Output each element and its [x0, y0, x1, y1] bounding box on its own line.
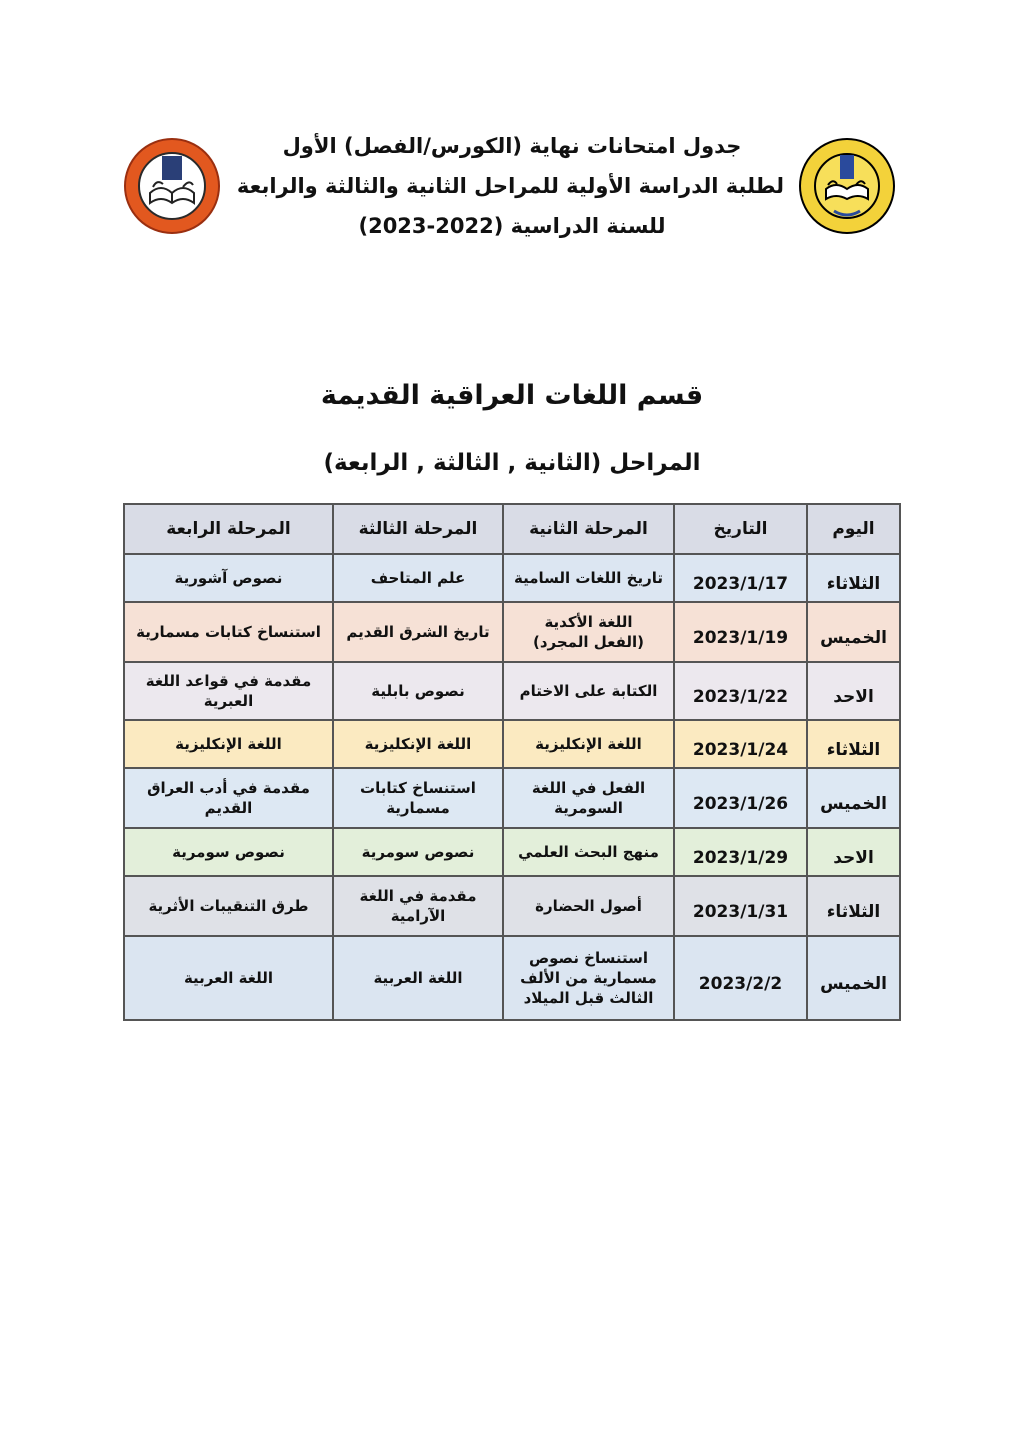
stage4-cell: استنساخ كتابات مسمارية [124, 602, 333, 662]
table-row [124, 828, 900, 876]
header-line-3: للسنة الدراسية (2022-2023) [358, 214, 666, 238]
table-body [124, 554, 900, 1020]
stage2-cell: اللغة الأكدية (الفعل المجرد) [503, 602, 674, 662]
stage2-cell: منهج البحث العلمي [503, 828, 674, 876]
table-row [124, 768, 900, 828]
college-logo [798, 137, 896, 235]
header-date: التاريخ [674, 504, 807, 554]
day-cell: الخميس [807, 768, 900, 828]
date-cell: 2023/2/2 [674, 936, 807, 1020]
header-line-1: جدول امتحانات نهاية (الكورس/الفصل) الأول [282, 134, 742, 158]
stage4-cell: اللغة الإنكليزية [124, 720, 333, 768]
department-title: قسم اللغات العراقية القديمة [320, 380, 704, 411]
day-cell: الاحد [807, 828, 900, 876]
day-cell: الخميس [807, 602, 900, 662]
header-day: اليوم [807, 504, 900, 554]
day-cell: الثلاثاء [807, 876, 900, 936]
date-cell: 2023/1/31 [674, 876, 807, 936]
stage3-cell: تاريخ الشرق القديم [333, 602, 503, 662]
table-row [124, 602, 900, 662]
stage4-cell: اللغة العربية [124, 936, 333, 1020]
day-cell: الاحد [807, 662, 900, 720]
date-cell: 2023/1/17 [674, 554, 807, 602]
stage3-cell: اللغة العربية [333, 936, 503, 1020]
exam-schedule-table [123, 503, 901, 1021]
header-line-2: لطلبة الدراسة الأولية للمراحل الثانية والثالثة والرابعة [236, 174, 784, 198]
date-cell: 2023/1/26 [674, 768, 807, 828]
stage2-cell: الفعل في اللغة السومرية [503, 768, 674, 828]
stage4-cell: نصوص آشورية [124, 554, 333, 602]
table-row [124, 720, 900, 768]
day-cell: الخميس [807, 936, 900, 1020]
table-row [124, 554, 900, 602]
stage2-cell: تاريخ اللغات السامية [503, 554, 674, 602]
stage4-cell: مقدمة في قواعد اللغة العبرية [124, 662, 333, 720]
date-cell: 2023/1/24 [674, 720, 807, 768]
stage2-cell: أصول الحضارة [503, 876, 674, 936]
day-cell: الثلاثاء [807, 554, 900, 602]
date-cell: 2023/1/19 [674, 602, 807, 662]
header-stage3: المرحلة الثالثة [333, 504, 503, 554]
stage4-cell: طرق التنقيبات الأثرية [124, 876, 333, 936]
university-logo [123, 137, 221, 235]
stage2-cell: اللغة الإنكليزية [503, 720, 674, 768]
university-of-mosul-seal-icon [123, 137, 221, 235]
stage3-cell: نصوص بابلية [333, 662, 503, 720]
table-header-row [124, 504, 900, 554]
date-cell: 2023/1/29 [674, 828, 807, 876]
header-stage2: المرحلة الثانية [503, 504, 674, 554]
table-row [124, 662, 900, 720]
stage2-cell: الكتابة على الاختام [503, 662, 674, 720]
stages-title: المراحل (الثانية , الثالثة , الرابعة) [323, 450, 701, 476]
day-cell: الثلاثاء [807, 720, 900, 768]
stage4-cell: مقدمة في أدب العراق القديم [124, 768, 333, 828]
table-row [124, 936, 900, 1020]
stage3-cell: نصوص سومرية [333, 828, 503, 876]
stage2-cell: استنساخ نصوص مسمارية من الألف الثالث قبل الميلاد [503, 936, 674, 1020]
document-header [236, 126, 784, 246]
date-cell: 2023/1/22 [674, 662, 807, 720]
table-row [124, 876, 900, 936]
stage3-cell: استنساخ كتابات مسمارية [333, 768, 503, 828]
college-of-archaeology-seal-icon [798, 137, 896, 235]
stage3-cell: مقدمة في اللغة الآرامية [333, 876, 503, 936]
stage4-cell: نصوص سومرية [124, 828, 333, 876]
stage3-cell: اللغة الإنكليزية [333, 720, 503, 768]
header-stage4: المرحلة الرابعة [124, 504, 333, 554]
stage3-cell: علم المتاحف [333, 554, 503, 602]
